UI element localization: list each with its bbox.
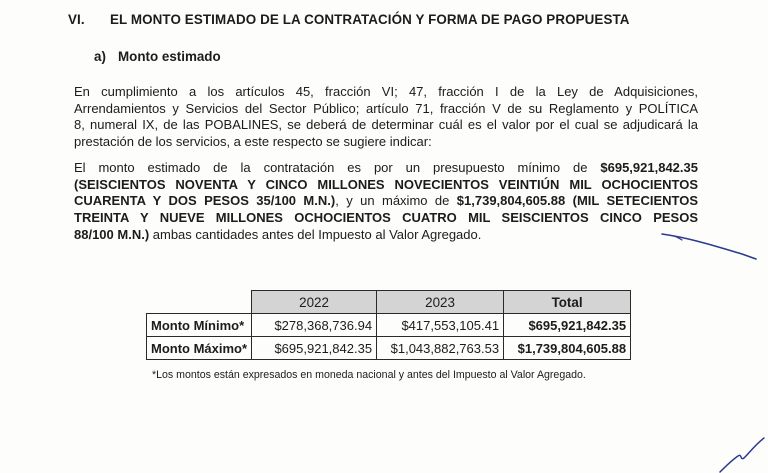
paragraph-line bbox=[74, 193, 698, 210]
maximum-amount-words: TREINTA Y NUEVE MILLONES OCHOCIENTOS CUATRO MIL SEISCIENTOS CINCO PESOS bbox=[74, 210, 698, 226]
cell-maximum-2022: $695,921,842.35 bbox=[252, 337, 377, 360]
table-row bbox=[147, 314, 631, 337]
column-header-2023: 2023 bbox=[377, 291, 504, 314]
section-number: VI. bbox=[68, 12, 85, 27]
paragraph-line: En cumplimiento a los artículos 45, fracción VI; 47, fracción I de la Ley de Adquisiciones, bbox=[74, 84, 698, 99]
minimum-amount-words: (SEISCIENTOS NOVENTA Y CINCO MILLONES NOVECIENTOS VEINTIÚN MIL OCHOCIENTOS bbox=[74, 176, 698, 192]
column-header-2022: 2022 bbox=[252, 291, 377, 314]
row-label-minimum: Monto Mínimo* bbox=[147, 314, 252, 337]
paragraph-legal-basis bbox=[74, 84, 698, 151]
table-footnote: *Los montos están expresados en moneda nacional y antes del Impuesto al Valor Agregado. bbox=[152, 369, 586, 381]
table-corner bbox=[147, 291, 252, 314]
paragraph-line bbox=[74, 210, 698, 227]
pen-signature-mark bbox=[716, 436, 768, 473]
paragraph-line bbox=[74, 227, 698, 244]
minimum-amount: $695,921,842.35 bbox=[600, 160, 698, 175]
text-run: , y un máximo de bbox=[335, 193, 457, 209]
section-title: EL MONTO ESTIMADO DE LA CONTRATACIÓN Y FORMA DE PAGO PROPUESTA bbox=[110, 12, 630, 27]
cell-minimum-2023: $417,553,105.41 bbox=[377, 314, 504, 337]
paragraph-line: prestación de los servicios, a este respecto se sugiere indicar: bbox=[74, 134, 432, 150]
minimum-amount-words-end: CUARENTA Y DOS PESOS 35/100 M.N.) bbox=[74, 193, 336, 209]
column-header-total: Total bbox=[504, 291, 631, 314]
subsection-letter: a) bbox=[94, 49, 106, 64]
cell-maximum-total: $1,739,804,605.88 bbox=[504, 337, 631, 360]
subsection-heading bbox=[94, 49, 221, 64]
maximum-amount: $1,739,804,605.88 (MIL SETECIENTOS bbox=[456, 193, 699, 209]
paragraph-line: Arrendamientos y Servicios del Sector Público; artículo 71, fracción V de su Reglamento y POLÍTICA bbox=[74, 100, 698, 116]
paragraph-line bbox=[74, 160, 698, 177]
text-run: El monto estimado de la contratación es por un presupuesto mínimo de bbox=[74, 160, 601, 175]
pen-stroke-mark bbox=[660, 228, 760, 264]
subsection-title: Monto estimado bbox=[118, 49, 221, 64]
table-row bbox=[147, 337, 631, 360]
cell-maximum-2023: $1,043,882,763.53 bbox=[377, 337, 504, 360]
table-header-row bbox=[147, 291, 631, 314]
amounts-table bbox=[146, 290, 631, 360]
cell-minimum-total: $695,921,842.35 bbox=[504, 314, 631, 337]
text-run: ambas cantidades antes del Impuesto al Valor Agregado. bbox=[149, 226, 482, 242]
maximum-amount-words-end: 88/100 M.N.) bbox=[74, 226, 150, 242]
row-label-maximum: Monto Máximo* bbox=[147, 337, 252, 360]
cell-minimum-2022: $278,368,736.94 bbox=[252, 314, 377, 337]
paragraph-line bbox=[74, 177, 698, 194]
section-heading bbox=[68, 12, 630, 27]
paragraph-estimated-amount bbox=[74, 160, 698, 244]
paragraph-line: 8, numeral IX, de las POBALINES, se deberá de determinar cuál es el valor por el cual se adjudicará la bbox=[74, 117, 698, 133]
